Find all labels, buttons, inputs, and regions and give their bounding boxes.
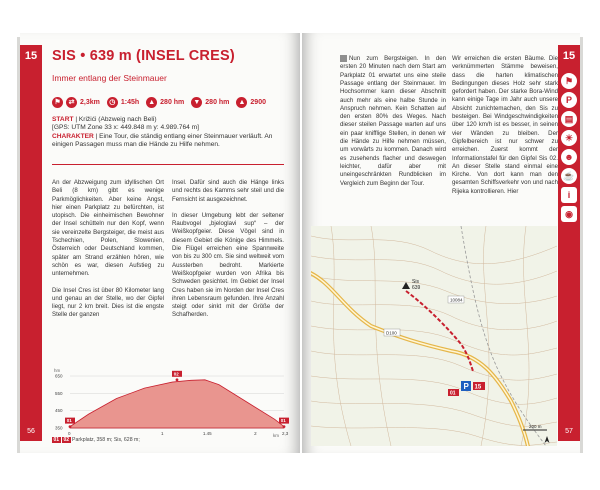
character-text: | Eine Tour, die ständig entlang einer Steinmauer verläuft. An einigen Passagen muss man die Hände zu Hilfe nehmen. — [52, 132, 273, 149]
x-tick-label: 0 — [68, 431, 71, 436]
hiking-icon: ⚑ — [561, 73, 577, 89]
gps-line: [GPS: UTM Zone 33 x: 449.848 m y: 4.989.764 m] — [52, 124, 199, 132]
stat-time: 1:45h — [120, 99, 140, 106]
paragraph: An der Abzweigung zum idyllischen Ort Beli (8 km) gibt es wenige Parkmöglichkeiten. Aber keine Angst, hier einen Parkplatz zu befürchten, ist utopisch. Die einheimischen Bewohner der Insel schütteln nur den Kopf, wenn sie vereinzelte Bergsteiger, die meist aus Tschechien, Polen, Slowenien, Österreich oder Deutschland kommen, später am Strand erzählen hören, wie schön es war, diesen Aufstieg zu unternehmen. — [52, 179, 164, 278]
stat-ascent: 280 hm — [160, 99, 185, 106]
stat-distance: 2,3km — [80, 99, 100, 106]
restaurant-icon: ☕ — [561, 168, 577, 184]
section-divider — [52, 164, 284, 165]
y-tick-label: 450 — [55, 408, 63, 414]
y-tick-label: 350 — [55, 425, 63, 431]
ascent-icon: ▲ — [146, 97, 157, 108]
elevation-icon: ▲ — [236, 97, 247, 108]
left-page — [20, 33, 300, 453]
tour-title: SIS • 639 m (INSEL CRES) — [52, 48, 235, 64]
route-icon — [340, 55, 347, 62]
profile-waypoint — [69, 425, 72, 428]
text-column-3 — [340, 55, 446, 188]
tour-number-left: 15 — [24, 50, 38, 62]
profile-area — [70, 380, 284, 428]
road-label-2: 10084 — [450, 297, 463, 303]
topographic-map — [311, 226, 557, 446]
character-label: CHARAKTER — [52, 132, 94, 140]
paragraph: Wir erreichen die ersten Bäume. Die verknümmerten Stämme beweisen, dass die harten klimatischen Bedingungen dieses Holz sehr stark gefordert haben. Der starke Bora-Wind kann einige Tage im Jahr auch unsere Absicht zunichtemachen, den Sis zu besteigen. Bei Windgeschwindigkeiten über 120 km/h ist es besser, in seinen vier Wänden zu bleiben. Der Gipfelbereich ist nur schwer zu erreichen. Zuerst kommt der Informationstafel für den Gipfel Sis 02. An dieser Stelle stand einmal eine Kirche. Von dort kann man den gesamten Schiffsverkehr von und nach Rijeka kontrollieren. Hier — [452, 55, 558, 195]
legend-tag-02: 02 — [63, 437, 70, 443]
info-block — [52, 116, 284, 150]
bus-icon: ▤ — [561, 111, 577, 127]
x-tick-label: 2,3 — [282, 431, 289, 436]
page-number-right: 57 — [565, 428, 573, 435]
summit-label: Sis — [412, 279, 419, 285]
guidebook-spread — [20, 33, 580, 453]
profile-marker-label: 01 — [280, 418, 286, 424]
elevation-profile-chart — [52, 366, 300, 446]
scale-label: 200 m — [529, 424, 542, 429]
y-tick-label: 650 — [55, 373, 63, 379]
character-line — [52, 133, 284, 150]
legend-tag-01: 01 — [53, 437, 60, 443]
tour-badge-number: 15 — [474, 384, 482, 391]
parking-letter: P — [463, 382, 469, 391]
legend-text: Parkplatz, 358 m; Sis, 628 m; — [72, 437, 140, 443]
y-unit-label: hm — [54, 368, 61, 373]
descent-icon: ▼ — [191, 97, 202, 108]
paragraph: Die Insel Cres ist über 80 Kilometer lang und genau an der Stelle, wo der Gipfel liegt, nur 2 km breit. Dies ist die engste Stelle der ganzen — [52, 286, 164, 319]
info-icon: i — [561, 187, 577, 203]
tour-subtitle: Immer entlang der Steinmauer — [52, 73, 167, 83]
gps-icon: ◉ — [561, 206, 577, 222]
left-red-strip — [20, 45, 42, 441]
start-label: START — [52, 116, 74, 123]
waypoint-01-label: 01 — [450, 390, 456, 397]
profile-marker-label: 02 — [173, 371, 179, 377]
y-tick-label: 550 — [55, 390, 63, 396]
paragraph: In dieser Umgebung lebt der seltener Raubvogel „bjeloglavi sup“ – der Weißkopfgeier. Diese Vögel sind in diesem Gebiet die Könige des Himmels. Die Flügel erreichen eine Spannweite von bis zu 300 cm. Sie sind weltweit vom Aussterben bedroht. Markierte Weißkopfgeier wurden von Afrika bis Schweden gesichtet. Im Gebiet der Insel Cres haben sie im Norden der Insel Cres ihren Lebensraum gefunden. Ihre Anzahl steigt oder sinkt mit der Größe der Schafherden. — [172, 211, 284, 319]
profile-waypoint — [283, 425, 286, 428]
summit-elevation: 639 — [412, 285, 421, 291]
stat-descent: 280 hm — [205, 99, 230, 106]
paragraph: Insel. Dafür sind auch die Hänge links und rechts des Kamms sehr steil und die Fernsicht ist ausgezeichnet. — [172, 179, 284, 203]
profile-waypoint — [176, 378, 179, 381]
tour-number-right: 15 — [562, 50, 576, 62]
stats-row — [52, 97, 270, 108]
paragraph: Nun zum Bergsteigen. In den ersten 20 Minuten nach dem Start am Parkplatz 01 erwartet uns eine steile Passage entlang der Steinmauer. Im Hochsommer kann dieser Abschnitt auch mehr als eine halbe Stunde in Anspruch nehmen. Kein Schatten auf den ersten 80% des Weges. Nach dieser steilen Passage warten auf uns ein paar knifflige Stellen, in denen wir die Hände zu Hilfe nehmen müssen, um vorwärts zu kommen. Danach wird es zusehends flacher und deswegen leichter, dafür aber mit uneingeschränkten Rundblicken im Vergleich zum Beginn der Tour. — [340, 55, 446, 187]
x-tick-label: 2 — [254, 431, 257, 436]
right-red-strip — [558, 45, 580, 441]
text-column-1 — [52, 179, 164, 328]
parking-icon: P — [561, 92, 577, 108]
page-number-left: 56 — [27, 428, 35, 435]
x-tick-label: 1 — [161, 431, 164, 436]
start-line — [52, 116, 284, 124]
x-unit-label: km — [273, 433, 279, 438]
start-text: | Križići (Abzweig nach Beli) — [73, 116, 157, 123]
time-icon: ◷ — [107, 97, 118, 108]
hiking-icon: ⚑ — [52, 97, 63, 108]
x-tick-label: 1.45 — [202, 431, 212, 436]
family-icon: ☻ — [561, 149, 577, 165]
stat-elevation: 2900 — [250, 99, 266, 106]
profile-marker-label: 01 — [66, 418, 72, 424]
sun-icon: ☀ — [561, 130, 577, 146]
road-label: D100 — [386, 330, 397, 336]
distance-icon: ⇄ — [66, 97, 77, 108]
text-column-2 — [172, 179, 284, 328]
category-icons — [561, 73, 577, 225]
text-column-4 — [452, 55, 558, 196]
right-page — [302, 33, 580, 453]
profile-legend — [52, 437, 140, 443]
